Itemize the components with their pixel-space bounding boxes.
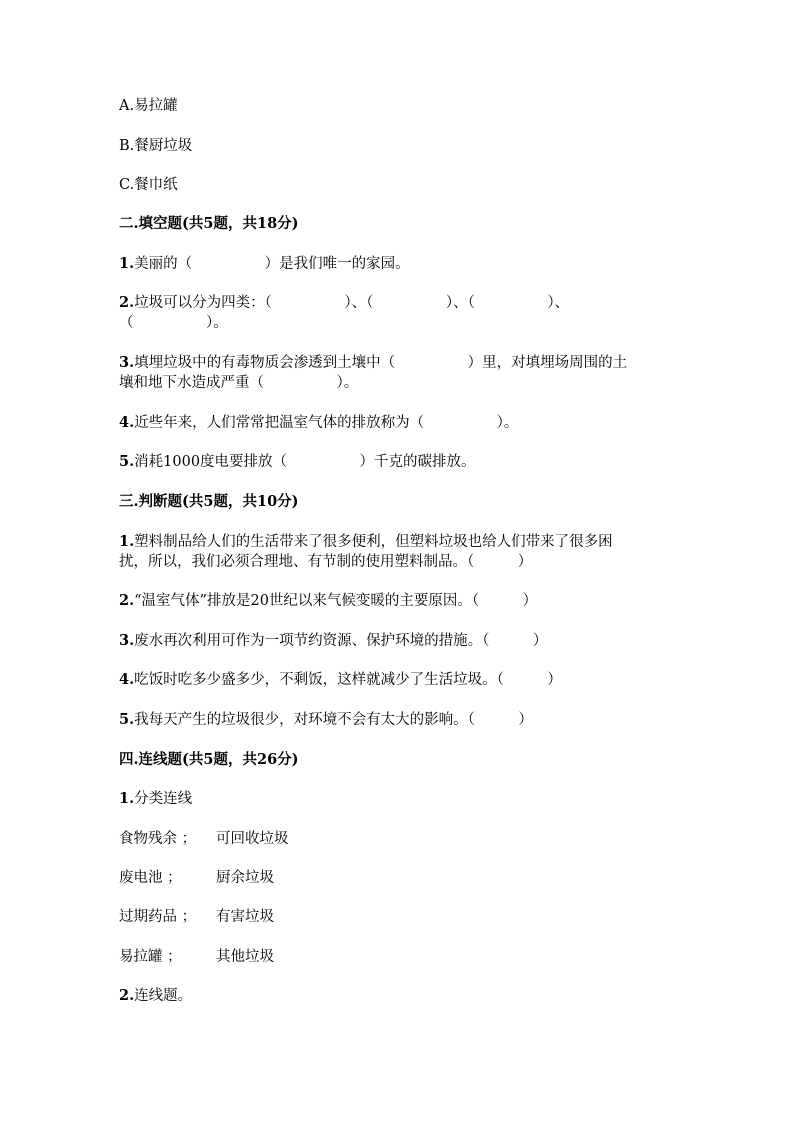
section3-heading: 三.判断题(共5题，共10分) (119, 493, 299, 510)
question-text: 分类连线 (134, 791, 193, 807)
question-text: 吃饭时吃多少盛多少，不剩饭，这样就减少了生活垃圾。（ ） (134, 672, 562, 688)
fill-question-4 (119, 413, 518, 433)
match-question-2 (119, 986, 192, 1006)
question-text: 塑料制品给人们的生活带来了很多便利，但塑料垃圾也给人们带来了很多困 (134, 534, 613, 550)
fill-question-3-cont: 壤和地下水造成严重（ ）。 (119, 375, 359, 391)
question-text: 填埋垃圾中的有毒物质会渗透到土壤中（ ）里，对填埋场周围的土 (134, 355, 628, 371)
match-right-item: 厨余垃圾 (216, 870, 274, 886)
option-c: C.餐巾纸 (119, 177, 178, 193)
judge-question-2 (119, 591, 537, 611)
judge-question-3 (119, 631, 547, 651)
question-number: 1. (119, 790, 135, 807)
fill-question-2 (119, 293, 569, 313)
section2-heading: 二.填空题(共5题，共18分) (119, 215, 299, 232)
fill-question-1 (119, 254, 410, 274)
question-number: 2. (119, 294, 135, 311)
option-a: A.易拉罐 (119, 98, 178, 114)
match-left-item: 易拉罐 ； (119, 949, 182, 965)
question-text: 垃圾可以分为四类：（ ）、（ ）、（ ）、 (134, 295, 570, 311)
question-text: 近些年来，人们常常把温室气体的排放称为（ ）。 (134, 415, 519, 431)
fill-question-2-cont: （ ）。 (119, 315, 228, 331)
question-text: 我每天产生的垃圾很少，对环境不会有太大的影响。（ ） (134, 712, 533, 728)
question-number: 4. (119, 414, 135, 431)
fill-question-3 (119, 353, 627, 373)
section4-heading: 四.连线题(共5题，共26分) (119, 751, 299, 768)
question-number: 2. (119, 592, 135, 609)
question-number: 4. (119, 671, 135, 688)
match-right-item: 有害垃圾 (216, 909, 274, 925)
match-left-item: 食物残余 ； (119, 831, 197, 847)
judge-question-4 (119, 670, 562, 690)
question-number: 1. (119, 533, 135, 550)
match-right-item: 可回收垃圾 (216, 831, 289, 847)
question-number: 3. (119, 354, 135, 371)
judge-question-1 (119, 532, 613, 552)
judge-question-5 (119, 710, 533, 730)
question-number: 5. (119, 453, 135, 470)
judge-question-1-cont: 扰，所以，我们必须合理地、有节制的使用塑料制品。（ ） (119, 554, 533, 570)
match-left-item: 废电池 ； (119, 870, 182, 886)
match-right-item: 其他垃圾 (216, 949, 274, 965)
question-text: 消耗1000度电要排放（ ）千克的碳排放。 (134, 454, 476, 470)
question-text: “温室气体”排放是20世纪以来气候变暖的主要原因。（ ） (134, 593, 538, 609)
option-b: B.餐厨垃圾 (119, 138, 193, 154)
question-text: 连线题。 (134, 988, 193, 1004)
question-number: 5. (119, 711, 135, 728)
match-question-1 (119, 789, 192, 809)
question-text: 美丽的（ ）是我们唯一的家园。 (134, 256, 410, 272)
match-left-item: 过期药品 ； (119, 909, 197, 925)
question-number: 3. (119, 632, 135, 649)
question-number: 1. (119, 255, 135, 272)
question-number: 2. (119, 987, 135, 1004)
fill-question-5 (119, 452, 476, 472)
question-text: 废水再次利用可作为一项节约资源、保护环境的措施。（ ） (134, 633, 548, 649)
